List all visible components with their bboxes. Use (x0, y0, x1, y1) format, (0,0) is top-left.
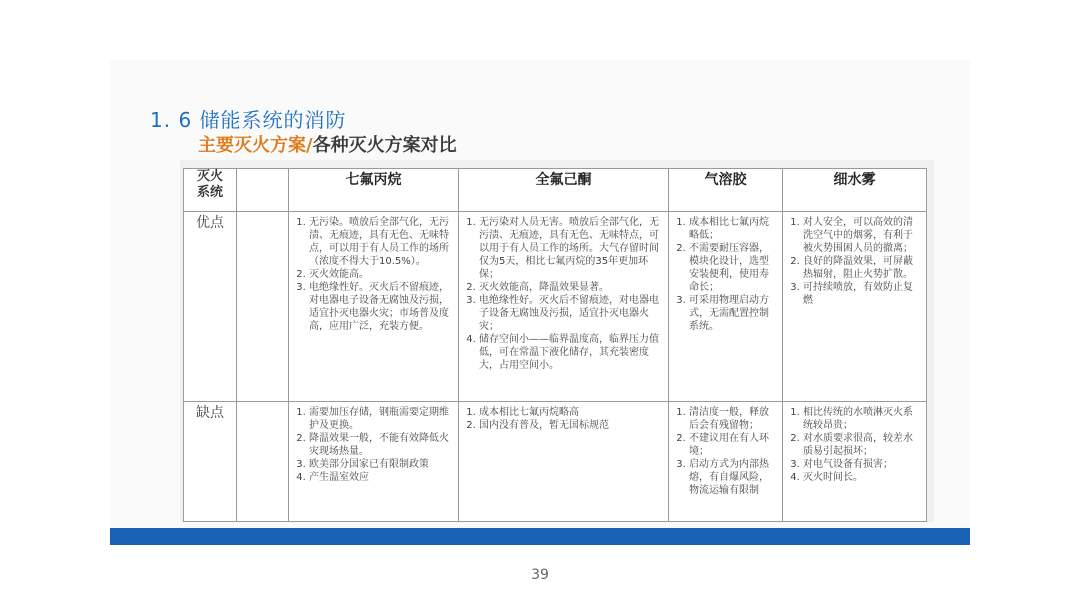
row-label-disadvantages: 缺点 (184, 402, 237, 522)
list-item: 3. 电绝缘性好。灭火后不留痕迹，对电器电子设备无腐蚀及污损，适宜扑灭电器火灾； (479, 294, 664, 333)
list-item: 1. 相比传统的水喷淋灭火系统较昂贵； (803, 406, 922, 432)
advantage-list (295, 216, 454, 333)
table-cell (669, 402, 783, 522)
table-row-disadvantages (184, 402, 927, 522)
list-item: 3. 可持续喷放，有效防止复燃 (803, 281, 922, 307)
table-cell (669, 212, 783, 402)
section-title: 1. 6 储能系统的消防 (150, 108, 347, 132)
table-header-row (184, 169, 927, 212)
list-item: 2. 不需要耐压容器，模块化设计，选型安装便利，使用寿命长； (689, 242, 778, 294)
page-number: 39 (531, 567, 549, 583)
list-item: 1. 成本相比七氟丙烷略低； (689, 216, 778, 242)
subtitle-rest: 各种灭火方案对比 (312, 135, 457, 156)
list-item: 1. 清洁度一般，释放后会有残留物； (689, 406, 778, 432)
list-item: 2. 良好的降温效果，可屏蔽热辐射，阻止火势扩散。 (803, 255, 922, 281)
table-cell (783, 402, 927, 522)
table-cell (459, 402, 669, 522)
comparison-table (183, 168, 927, 522)
list-item: 1. 需要加压存储，钢瓶需要定期维护及更换。 (309, 406, 454, 432)
list-item: 2. 灭火效能高。 (309, 268, 454, 281)
table-cell (289, 402, 459, 522)
disadvantage-list (789, 406, 922, 484)
list-item: 3. 欧美部分国家已有限制政策 (309, 458, 454, 471)
column-header-perfluorohexanone: 全氟己酮 (459, 169, 669, 212)
advantage-list (789, 216, 922, 307)
table-row-advantages (184, 212, 927, 402)
list-item: 2. 对水质要求很高，较差水质易引起损坏； (803, 432, 922, 458)
list-item: 3. 电绝缘性好。灭火后不留痕迹，对电器电子设备无腐蚀及污损，适宜扑灭电器火灾；市场普及度高，应用广泛，充装方便。 (309, 281, 454, 333)
disadvantage-list (295, 406, 454, 484)
spacer-cell (237, 212, 289, 402)
list-item: 2. 降温效果一般，不能有效降低火灾现场热量。 (309, 432, 454, 458)
corner-header-text: 灭火 系统 (196, 169, 223, 200)
row-label-advantages: 优点 (184, 212, 237, 402)
list-item: 3. 可采用物理启动方式，无需配置控制系统。 (689, 294, 778, 333)
list-item: 1. 成本相比七氟丙烷略高 (479, 406, 664, 419)
bottom-banner (110, 528, 970, 545)
spacer-cell (237, 402, 289, 522)
list-item: 4. 储存空间小——临界温度高，临界压力值低，可在常温下液化储存，其充装密度大，占用空间小。 (479, 333, 664, 372)
list-item: 2. 国内没有普及，暂无国标规范 (479, 419, 664, 432)
column-header-water-mist: 细水雾 (783, 169, 927, 212)
list-item: 1. 无污染。喷放后全部气化，无污渍、无痕迹，具有无色、无味特点，可以用于有人员工作的场所（浓度不得大于10.5%）。 (309, 216, 454, 268)
list-item: 3. 对电气设备有损害； (803, 458, 922, 471)
list-item: 2. 不建议用在有人环境； (689, 432, 778, 458)
corner-header (184, 169, 237, 212)
list-item: 1. 无污染对人员无害。喷放后全部气化，无污渍、无痕迹，具有无色、无味特点，可以用于有人员工作的场所。大气存留时间仅为5天，相比七氟丙烷的35年更加环保； (479, 216, 664, 281)
list-item: 1. 对人安全，可以高效的清洗空气中的烟雾，有利于被火势围困人员的撤离； (803, 216, 922, 255)
column-header-heptafluoropropane: 七氟丙烷 (289, 169, 459, 212)
table-subtitle (198, 131, 457, 157)
table-cell (459, 212, 669, 402)
subtitle-separator: / (306, 135, 313, 156)
list-item: 2. 灭火效能高，降温效果显著。 (479, 281, 664, 294)
table-cell (783, 212, 927, 402)
list-item: 4. 灭火时间长。 (803, 471, 922, 484)
advantage-list (465, 216, 664, 372)
column-header-aerosol: 气溶胶 (669, 169, 783, 212)
table-cell (289, 212, 459, 402)
subtitle-main: 主要灭火方案 (198, 135, 306, 156)
list-item: 4. 产生温室效应 (309, 471, 454, 484)
disadvantage-list (465, 406, 664, 432)
spacer-cell (237, 169, 289, 212)
disadvantage-list (675, 406, 778, 497)
advantage-list (675, 216, 778, 333)
list-item: 3. 启动方式为内部热熔，有自爆风险，物流运输有限制 (689, 458, 778, 497)
